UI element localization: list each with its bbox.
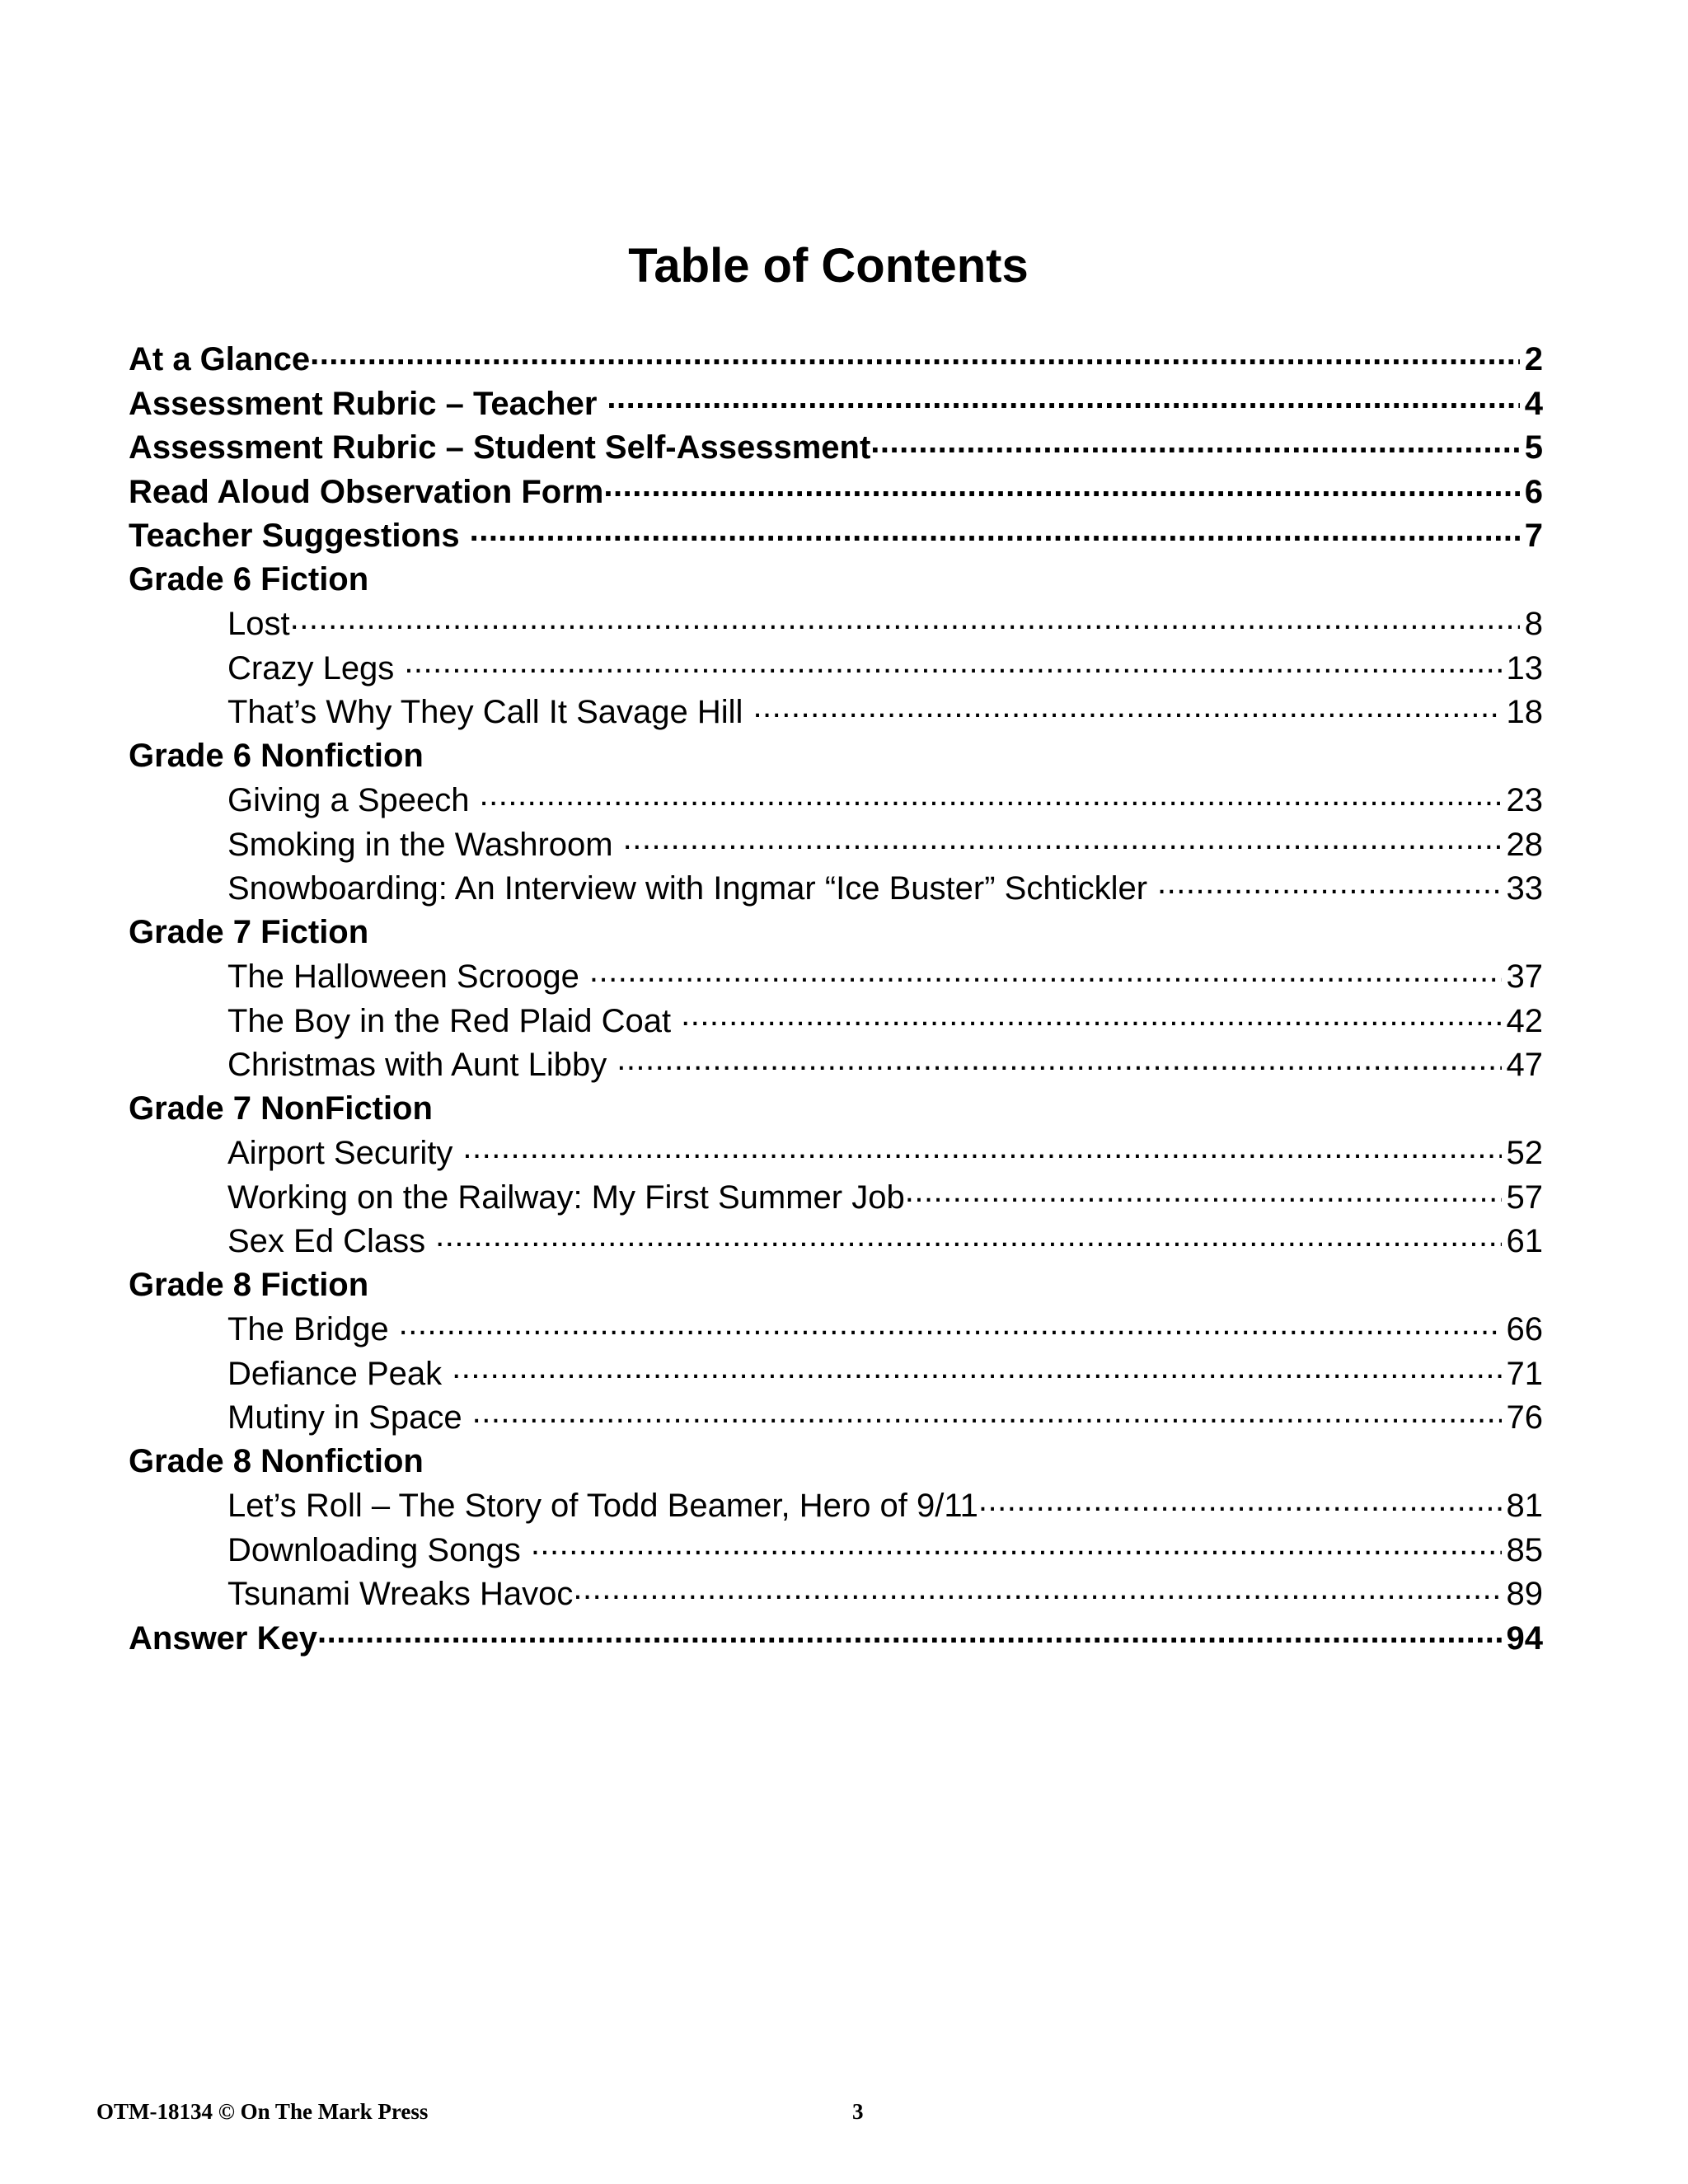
section-heading-label: Grade 6 Fiction — [129, 560, 369, 598]
toc-section-heading — [129, 558, 1543, 602]
dot-leader — [531, 1528, 1502, 1561]
toc-entry[interactable] — [129, 602, 1543, 646]
toc-entry[interactable] — [129, 778, 1543, 823]
toc-page-number: 89 — [1506, 1576, 1543, 1612]
toc-entry[interactable] — [129, 1043, 1543, 1087]
toc-entry[interactable] — [129, 470, 1543, 514]
toc-entry[interactable] — [129, 999, 1543, 1043]
footer-page-number: 3 — [852, 2099, 864, 2124]
toc-entry-label: Read Aloud Observation Form — [129, 473, 604, 510]
toc-entry-label: Airport Security — [227, 1135, 453, 1171]
dot-leader — [617, 1043, 1501, 1076]
toc-page-number: 28 — [1506, 826, 1543, 863]
toc-page-number: 57 — [1506, 1179, 1543, 1216]
toc-entry[interactable] — [129, 1352, 1543, 1396]
toc-entry[interactable] — [129, 1219, 1543, 1263]
section-heading-label: Grade 7 Fiction — [129, 913, 369, 950]
dot-leader — [452, 1352, 1501, 1385]
toc-entry[interactable] — [129, 1175, 1543, 1220]
toc-page-number: 61 — [1506, 1223, 1543, 1259]
toc-entry-label: The Halloween Scrooge — [227, 958, 579, 995]
toc-page-number: 81 — [1506, 1488, 1543, 1524]
toc-entry[interactable] — [129, 513, 1543, 558]
toc-section-heading — [129, 911, 1543, 955]
dot-leader — [1157, 866, 1501, 899]
toc-entry-label: That’s Why They Call It Savage Hill — [227, 694, 743, 730]
toc-entry[interactable] — [129, 823, 1543, 867]
toc-entry-label: Giving a Speech — [227, 782, 470, 818]
toc-entry[interactable] — [129, 1395, 1543, 1440]
toc-section-heading — [129, 1263, 1543, 1308]
dot-leader — [399, 1307, 1502, 1340]
dot-leader — [870, 425, 1519, 458]
toc-entry[interactable] — [129, 1572, 1543, 1616]
toc-page-number: 23 — [1506, 782, 1543, 818]
toc-entry[interactable] — [129, 1616, 1543, 1661]
toc-page-number: 2 — [1524, 341, 1543, 377]
section-heading-label: Grade 6 Nonfiction — [129, 737, 424, 774]
toc-entry[interactable] — [129, 1528, 1543, 1572]
toc-entry-label: Mutiny in Space — [227, 1399, 462, 1436]
toc-entry[interactable] — [129, 646, 1543, 691]
dot-leader — [978, 1483, 1502, 1516]
toc-entry-label: Tsunami Wreaks Havoc — [227, 1576, 574, 1612]
toc-entry[interactable] — [129, 1483, 1543, 1528]
table-of-contents — [129, 337, 1543, 1660]
dot-leader — [607, 382, 1519, 415]
toc-entry-label: Sex Ed Class — [227, 1223, 426, 1259]
toc-entry-label: At a Glance — [129, 341, 311, 377]
toc-section-heading — [129, 1087, 1543, 1132]
toc-entry-label: Assessment Rubric – Student Self-Assessment — [129, 429, 871, 466]
toc-page-number: 4 — [1524, 385, 1543, 422]
toc-page-number: 13 — [1506, 649, 1543, 687]
dot-leader — [290, 602, 1520, 635]
dot-leader — [480, 778, 1502, 811]
toc-page-number: 76 — [1506, 1399, 1543, 1436]
toc-page-number: 33 — [1506, 870, 1543, 907]
toc-entry-label: Downloading Songs — [227, 1531, 521, 1568]
dot-leader — [681, 999, 1501, 1032]
dot-leader — [623, 823, 1502, 855]
section-heading-label: Grade 8 Fiction — [129, 1266, 369, 1303]
toc-entry-label: The Bridge — [227, 1311, 389, 1347]
toc-entry-label: Crazy Legs — [227, 649, 395, 687]
toc-entry-label: Snowboarding: An Interview with Ingmar “Ice Buster” Schtickler — [227, 870, 1148, 907]
toc-page-number: 85 — [1506, 1531, 1543, 1568]
toc-page-number: 37 — [1506, 958, 1543, 995]
dot-leader — [435, 1219, 1501, 1252]
toc-page-number: 6 — [1524, 473, 1543, 510]
dot-leader — [589, 954, 1502, 987]
toc-entry-label: The Boy in the Red Plaid Coat — [227, 1002, 672, 1039]
dot-leader — [310, 337, 1520, 370]
dot-leader — [462, 1131, 1501, 1164]
toc-page-number: 8 — [1524, 606, 1543, 642]
toc-entry-label: Assessment Rubric – Teacher — [129, 385, 598, 422]
toc-entry-label: Lost — [227, 606, 290, 642]
toc-section-heading — [129, 734, 1543, 779]
toc-page-number: 71 — [1506, 1355, 1543, 1392]
toc-page-number: 42 — [1506, 1002, 1543, 1039]
toc-page-number: 47 — [1506, 1047, 1543, 1083]
toc-entry[interactable] — [129, 954, 1543, 999]
toc-entry[interactable] — [129, 425, 1543, 470]
dot-leader — [753, 690, 1501, 723]
toc-page-number: 18 — [1506, 694, 1543, 730]
toc-entry[interactable] — [129, 337, 1543, 382]
toc-section-heading — [129, 1440, 1543, 1484]
section-heading-label: Grade 7 NonFiction — [129, 1090, 433, 1127]
dot-leader — [470, 513, 1520, 546]
toc-entry-label: Working on the Railway: My First Summer Job — [227, 1179, 905, 1216]
toc-entry[interactable] — [129, 690, 1543, 734]
dot-leader — [573, 1572, 1501, 1605]
toc-entry-label: Let’s Roll – The Story of Todd Beamer, Hero of 9/11 — [227, 1488, 978, 1524]
dot-leader — [404, 646, 1501, 679]
toc-entry[interactable] — [129, 1307, 1543, 1352]
toc-entry-label: Smoking in the Washroom — [227, 826, 613, 863]
dot-leader — [603, 470, 1519, 503]
page-title: Table of Contents — [628, 239, 1029, 293]
toc-entry-label: Defiance Peak — [227, 1355, 443, 1392]
toc-page-number: 5 — [1524, 429, 1543, 466]
toc-page-number: 66 — [1506, 1311, 1543, 1347]
dot-leader — [317, 1616, 1502, 1649]
toc-entry-label: Christmas with Aunt Libby — [227, 1047, 607, 1083]
section-heading-label: Grade 8 Nonfiction — [129, 1442, 424, 1479]
toc-entry-label: Teacher Suggestions — [129, 518, 460, 554]
toc-entry-label: Answer Key — [129, 1619, 317, 1657]
footer-publisher: OTM-18134 © On The Mark Press — [96, 2099, 429, 2124]
toc-page-number: 52 — [1506, 1135, 1543, 1171]
toc-entry[interactable] — [129, 866, 1543, 911]
dot-leader — [905, 1175, 1502, 1208]
toc-page-number: 94 — [1506, 1619, 1543, 1657]
toc-page-number: 7 — [1524, 518, 1543, 554]
dot-leader — [472, 1395, 1502, 1428]
toc-entry[interactable] — [129, 382, 1543, 426]
toc-entry[interactable] — [129, 1131, 1543, 1175]
